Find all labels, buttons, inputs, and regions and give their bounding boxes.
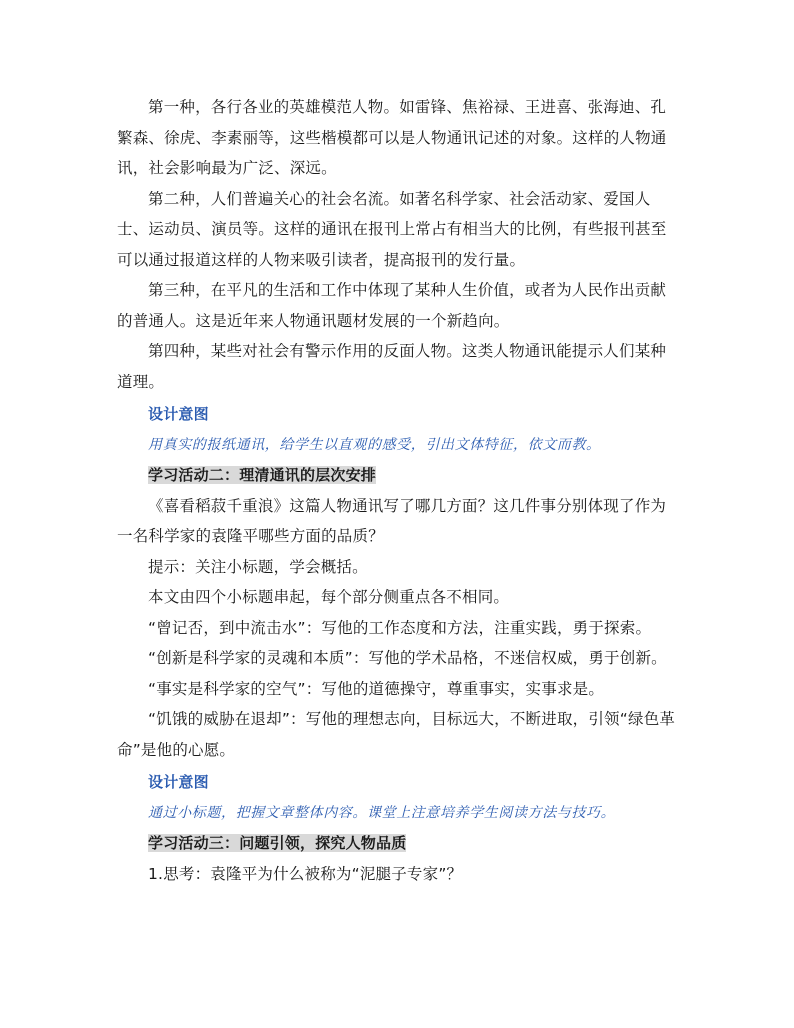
subheading-item-3: “事实是科学家的空气”：写他的道德操守，尊重事实，实事求是。 bbox=[148, 679, 605, 698]
activity-2-intro: 本文由四个小标题串起，每个部分侧重点各不相同。 bbox=[148, 588, 510, 606]
activity-2-title-text: 学习活动二：理清通讯的层次安排 bbox=[148, 466, 377, 484]
activity-3-question-1: 1.思考：袁隆平为什么被称为“泥腿子专家”？ bbox=[148, 864, 463, 883]
paragraph-type-2: 第二种，人们普遍关心的社会名流。如著名科学家、社会活动家、爱国人士、运动员、演员等。这样的通讯在报刊上常占有相当大的比例，有些报刊甚至可以通过报道这样的人物来吸引读者，提高报刊的发行量。 bbox=[117, 189, 667, 269]
activity-2-title bbox=[117, 460, 677, 491]
subheading-item-4: “饥饿的威胁在退却”：写他的理想志向，目标远大，不断进取，引领“绿色革命”是他的心愿。 bbox=[117, 710, 676, 759]
activity-2-question: 《喜看稻菽千重浪》这篇人物通讯写了哪几方面？这几件事分别体现了作为一名科学家的袁隆平哪些方面的品质？ bbox=[117, 496, 667, 545]
design-intent-heading-2: 设计意图 bbox=[148, 773, 209, 791]
subheading-item-1: “曾记否，到中流击水”：写他的工作态度和方法，注重实践，勇于探索。 bbox=[148, 618, 652, 637]
activity-3-title-text: 学习活动三：问题引领，探究人物品质 bbox=[148, 834, 407, 852]
document-body bbox=[117, 92, 677, 889]
activity-2-hint: 提示：关注小标题，学会概括。 bbox=[148, 557, 368, 576]
paragraph-type-4: 第四种，某些对社会有警示作用的反面人物。这类人物通讯能提示人们某种道理。 bbox=[117, 342, 667, 391]
activity-3-title bbox=[117, 828, 677, 859]
design-intent-heading-1: 设计意图 bbox=[148, 405, 209, 423]
paragraph-type-1: 第一种，各行各业的英雄模范人物。如雷锋、焦裕禄、王进喜、张海迪、孔繁森、徐虎、李素丽等，这些楷模都可以是人物通讯记述的对象。这样的人物通讯，社会影响最为广泛、深远。 bbox=[117, 98, 667, 177]
design-intent-note-1: 用真实的报纸通讯，给学生以直观的感受，引出文体特征，依文而教。 bbox=[148, 436, 601, 453]
paragraph-type-3: 第三种，在平凡的生活和工作中体现了某种人生价值，或者为人民作出贡献的普通人。这是近年来人物通讯题材发展的一个新趋向。 bbox=[117, 281, 667, 330]
design-intent-note-2: 通过小标题，把握文章整体内容。课堂上注意培养学生阅读方法与技巧。 bbox=[148, 804, 616, 821]
subheading-item-2: “创新是科学家的灵魂和本质”：写他的学术品格，不迷信权威，勇于创新。 bbox=[148, 649, 667, 667]
